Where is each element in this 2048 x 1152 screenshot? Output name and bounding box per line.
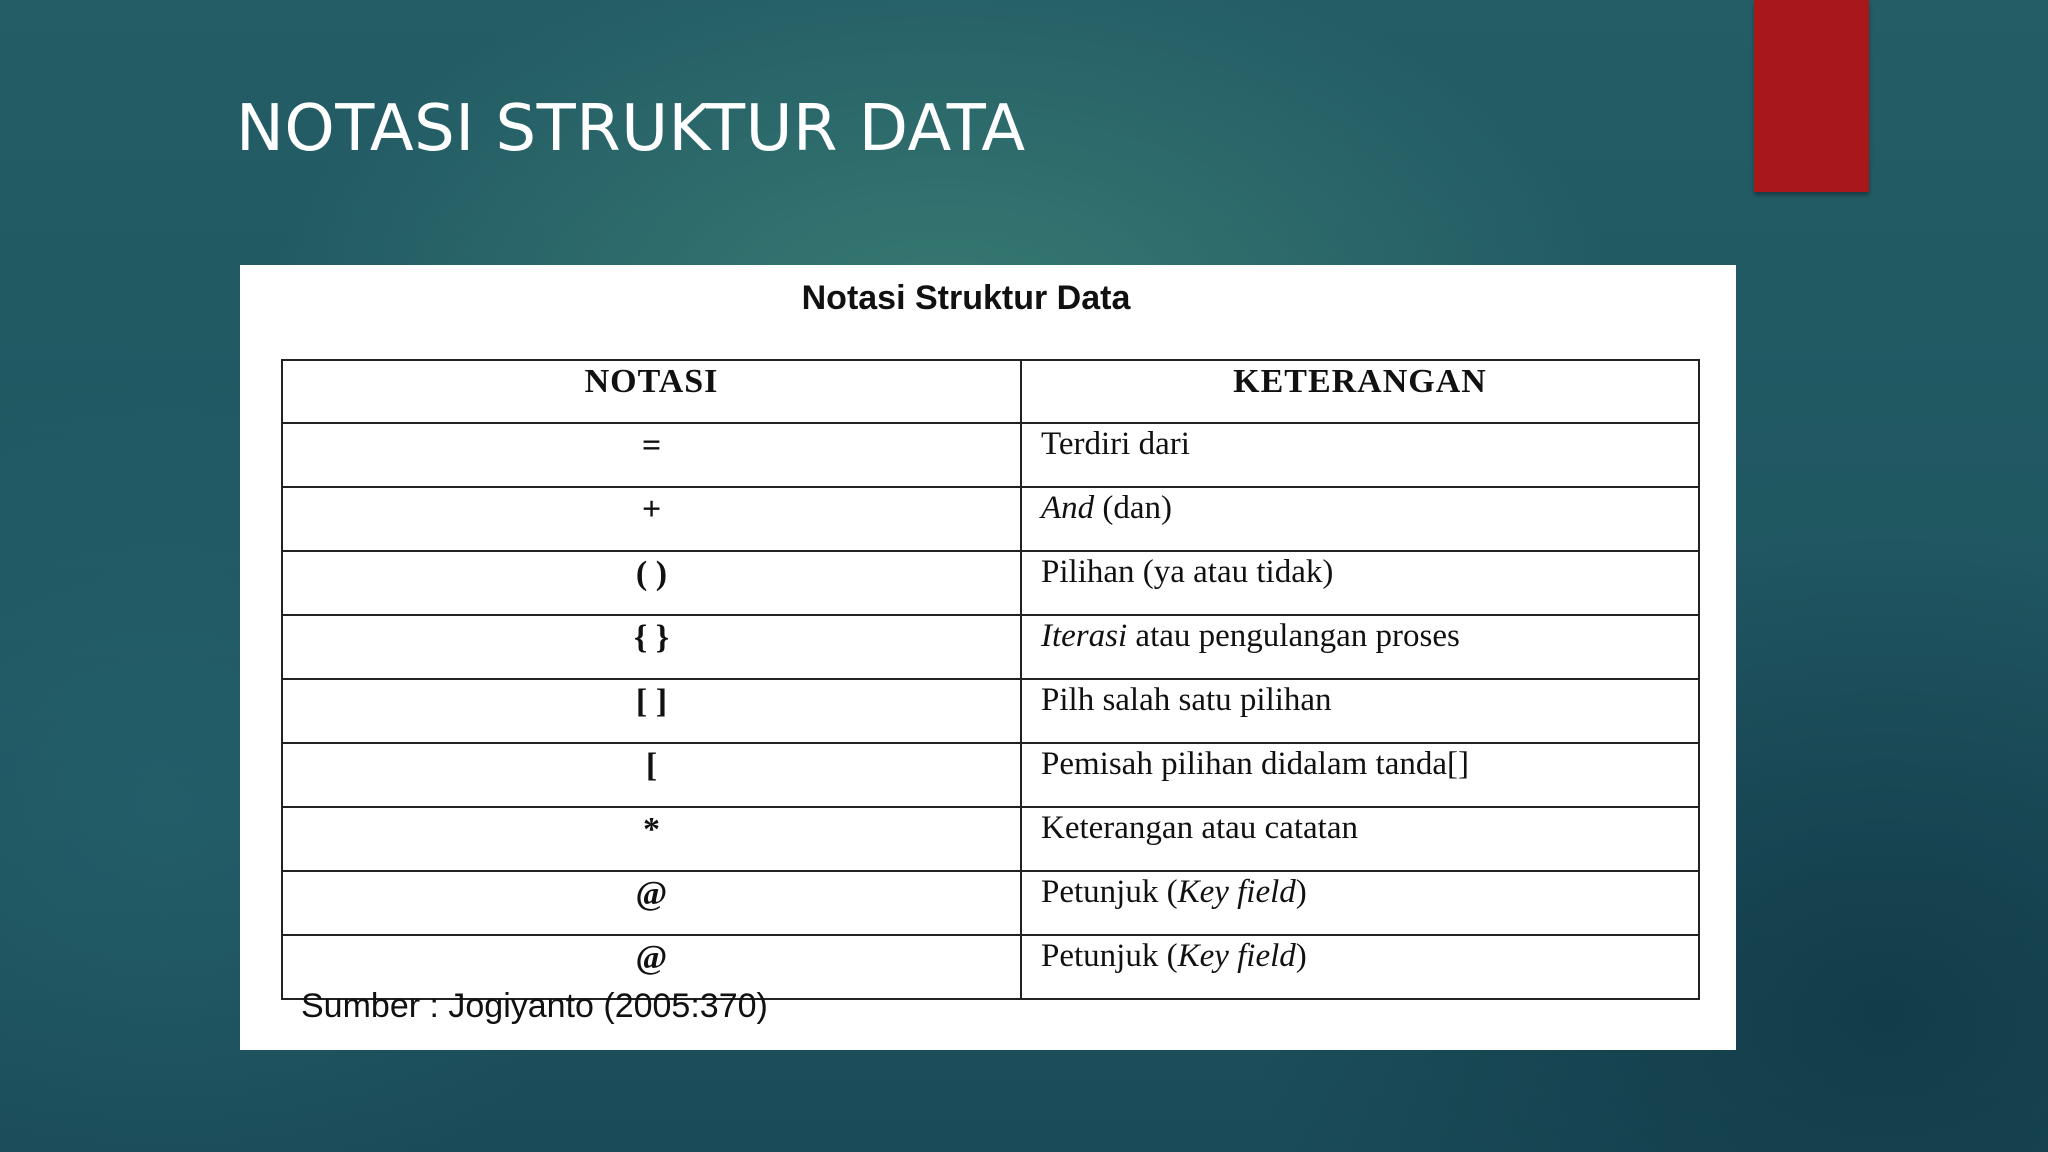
red-accent-bar bbox=[1754, 0, 1869, 192]
notasi-cell: = bbox=[282, 423, 1021, 487]
keterangan-text: ) bbox=[1295, 938, 1307, 974]
notasi-cell: [ ] bbox=[282, 679, 1021, 743]
table-row bbox=[282, 615, 1699, 679]
notation-table bbox=[281, 359, 1700, 1000]
notasi-cell: { } bbox=[282, 615, 1021, 679]
table-header-row bbox=[282, 360, 1699, 423]
table-row bbox=[282, 551, 1699, 615]
table-body bbox=[282, 423, 1699, 999]
keterangan-text: Keterangan atau catatan bbox=[1041, 810, 1358, 846]
notasi-cell: [ bbox=[282, 743, 1021, 807]
keterangan-text: atau pengulangan proses bbox=[1127, 618, 1460, 654]
keterangan-cell bbox=[1021, 487, 1699, 551]
table-row bbox=[282, 423, 1699, 487]
keterangan-cell bbox=[1021, 935, 1699, 999]
keterangan-cell bbox=[1021, 423, 1699, 487]
table-row bbox=[282, 807, 1699, 871]
notasi-cell: + bbox=[282, 487, 1021, 551]
keterangan-text: And bbox=[1041, 490, 1095, 526]
keterangan-text: Petunjuk ( bbox=[1041, 874, 1178, 910]
column-header-keterangan: KETERANGAN bbox=[1021, 360, 1699, 423]
keterangan-cell bbox=[1021, 871, 1699, 935]
keterangan-text: Iterasi bbox=[1041, 618, 1128, 654]
keterangan-text: Petunjuk ( bbox=[1041, 938, 1178, 974]
figure-heading: Notasi Struktur Data bbox=[801, 279, 1131, 317]
slide-title: NOTASI STRUKTUR DATA bbox=[236, 92, 1026, 166]
table-row bbox=[282, 743, 1699, 807]
keterangan-cell bbox=[1021, 615, 1699, 679]
keterangan-text: (dan) bbox=[1094, 490, 1173, 526]
keterangan-text: ) bbox=[1295, 874, 1307, 910]
table-row bbox=[282, 871, 1699, 935]
keterangan-cell bbox=[1021, 551, 1699, 615]
keterangan-text: Key field bbox=[1177, 874, 1296, 910]
figure-source: Sumber : Jogiyanto (2005:370) bbox=[301, 987, 768, 1025]
notasi-cell: @ bbox=[282, 935, 1021, 999]
keterangan-cell bbox=[1021, 807, 1699, 871]
table-row bbox=[282, 487, 1699, 551]
notation-figure bbox=[240, 265, 1736, 1050]
notasi-cell: * bbox=[282, 807, 1021, 871]
keterangan-text: Pemisah pilihan didalam tanda[] bbox=[1041, 746, 1469, 782]
keterangan-text: Key field bbox=[1177, 938, 1296, 974]
keterangan-text: Pilh salah satu pilihan bbox=[1041, 682, 1332, 718]
column-header-notasi: NOTASI bbox=[282, 360, 1021, 423]
keterangan-text: Pilihan (ya atau tidak) bbox=[1041, 554, 1334, 590]
keterangan-cell bbox=[1021, 679, 1699, 743]
notasi-cell: @ bbox=[282, 871, 1021, 935]
keterangan-text: Terdiri dari bbox=[1041, 426, 1190, 462]
keterangan-cell bbox=[1021, 743, 1699, 807]
notasi-cell: ( ) bbox=[282, 551, 1021, 615]
table-row bbox=[282, 679, 1699, 743]
